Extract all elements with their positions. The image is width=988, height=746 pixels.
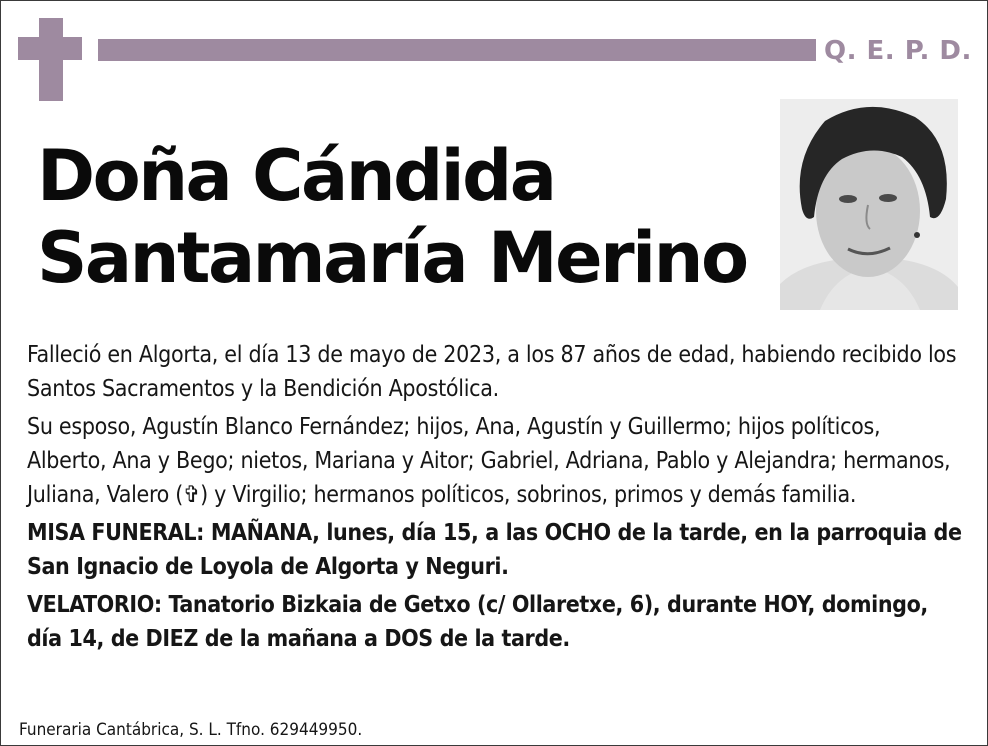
death-notice-paragraph: Falleció en Algorta, el día 13 de mayo de 2023, a los 87 años de edad, habiendo recibido los Santos Sacramentos y la Bendición Apostólica. xyxy=(27,342,957,402)
family-paragraph xyxy=(27,410,962,512)
funeral-home-footer: Funeraria Cantábrica, S. L. Tfno. 629449950. xyxy=(19,720,363,740)
funeral-mass-paragraph: MISA FUNERAL: MAÑANA, lunes, día 15, a las OCHO de la tarde, en la parroquia de San Ignacio de Loyola de Algorta y Neguri. xyxy=(27,520,962,580)
qepd-heading: Q. E. P. D. xyxy=(824,36,972,66)
deceased-portrait xyxy=(780,99,958,310)
deceased-name-line2: Santamaría Merino xyxy=(37,217,747,299)
notice-body xyxy=(27,338,962,660)
wake-paragraph: VELATORIO: Tanatorio Bizkaia de Getxo (c/ Ollaretxe, 6), durante HOY, domingo, día 14, de DIEZ de la mañana a DOS de la tarde. xyxy=(27,592,928,652)
family-text-before-cross: Su esposo, Agustín Blanco Fernández; hijos, Ana, Agustín y Guillermo; hijos políticos, Alberto, Ana y Bego; nietos, Mariana y Aitor; Gabriel, Adriana, Pablo y Alejandra; hermanos, Juliana, Valero ( xyxy=(27,414,951,508)
deceased-name-line1: Doña Cándida xyxy=(37,135,555,217)
family-text-after-cross: ) y Virgilio; hermanos políticos, sobrinos, primos y demás familia. xyxy=(200,482,857,508)
cross-horizontal-bar xyxy=(18,37,82,60)
cross-icon: ✞ xyxy=(183,482,201,508)
header-rule xyxy=(98,39,816,61)
deceased-name xyxy=(37,135,757,299)
